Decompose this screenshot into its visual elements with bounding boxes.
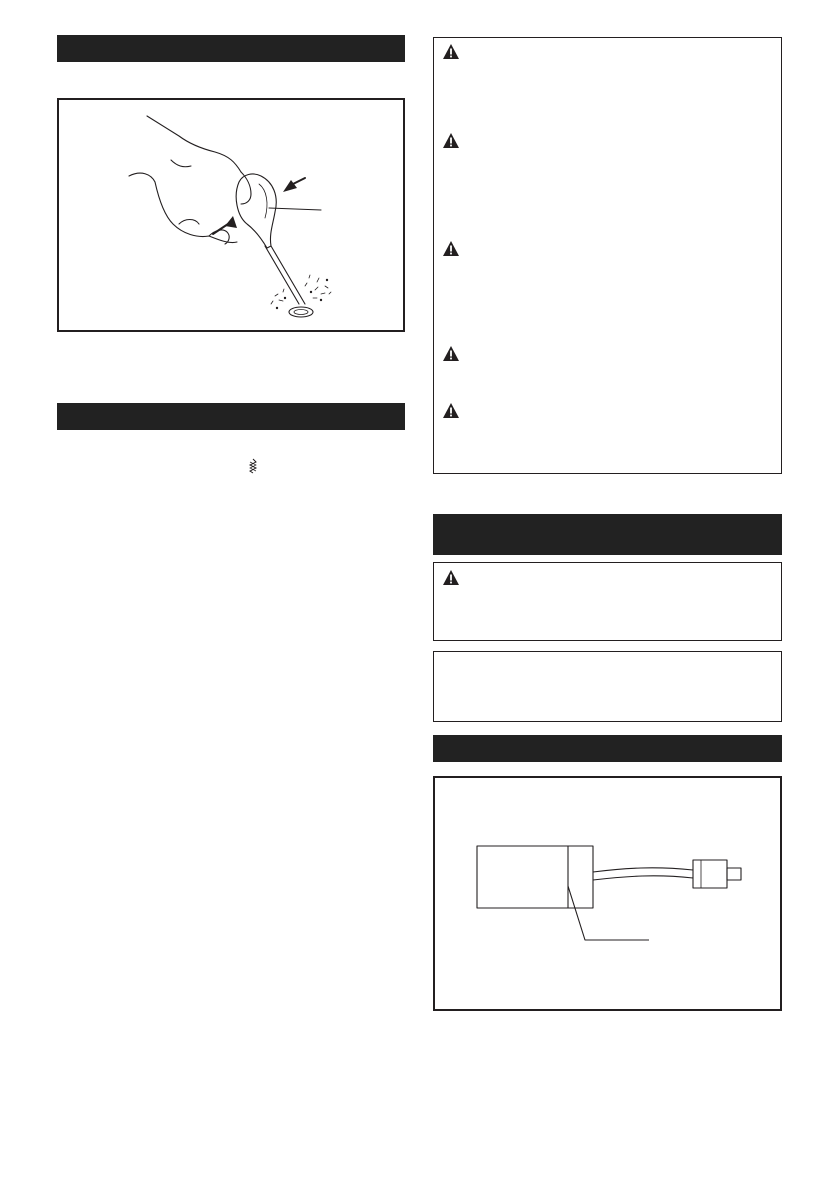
plug-body xyxy=(693,860,727,888)
warning-triangle-icon xyxy=(442,43,460,60)
left-header-bar-2 xyxy=(57,403,405,430)
leader-line xyxy=(269,208,321,210)
knuckle-line xyxy=(171,160,191,167)
figure-blower-frame xyxy=(57,98,405,332)
hammer-drill-bit-icon xyxy=(248,458,258,474)
figure-case-frame xyxy=(433,776,782,1011)
pressure-arrow-upper xyxy=(283,180,297,192)
leader-line xyxy=(568,886,649,940)
warning-triangle-icon xyxy=(442,402,460,419)
cord-lower xyxy=(593,876,693,880)
figure-case-drawing xyxy=(435,778,780,1009)
forearm-underside xyxy=(129,173,155,182)
notice-box xyxy=(433,651,782,722)
warning-triangle-icon xyxy=(442,345,460,362)
nozzle-left-edge xyxy=(265,246,299,304)
plug-tip xyxy=(727,868,741,880)
dust-particles xyxy=(271,275,331,309)
figure-blower-drawing xyxy=(59,100,403,330)
warning-triangle-icon xyxy=(442,132,460,149)
forearm-outline xyxy=(147,116,241,172)
warning-triangle-icon xyxy=(442,240,460,257)
case-box xyxy=(477,846,593,908)
accessories-header-bar xyxy=(433,735,782,762)
bulb-highlight xyxy=(259,184,267,218)
finger-2 xyxy=(179,220,199,225)
cord-upper xyxy=(593,868,693,872)
drilled-hole xyxy=(289,307,313,317)
warning-triangle-icon xyxy=(442,569,460,586)
blow-out-bulb xyxy=(236,174,276,248)
maintenance-warning-box xyxy=(433,562,782,641)
drilled-hole-inner xyxy=(294,310,308,315)
hand-outline xyxy=(155,182,237,243)
left-header-bar-1 xyxy=(57,35,405,62)
warnings-box xyxy=(433,37,782,474)
maintenance-header-bar xyxy=(433,514,782,555)
